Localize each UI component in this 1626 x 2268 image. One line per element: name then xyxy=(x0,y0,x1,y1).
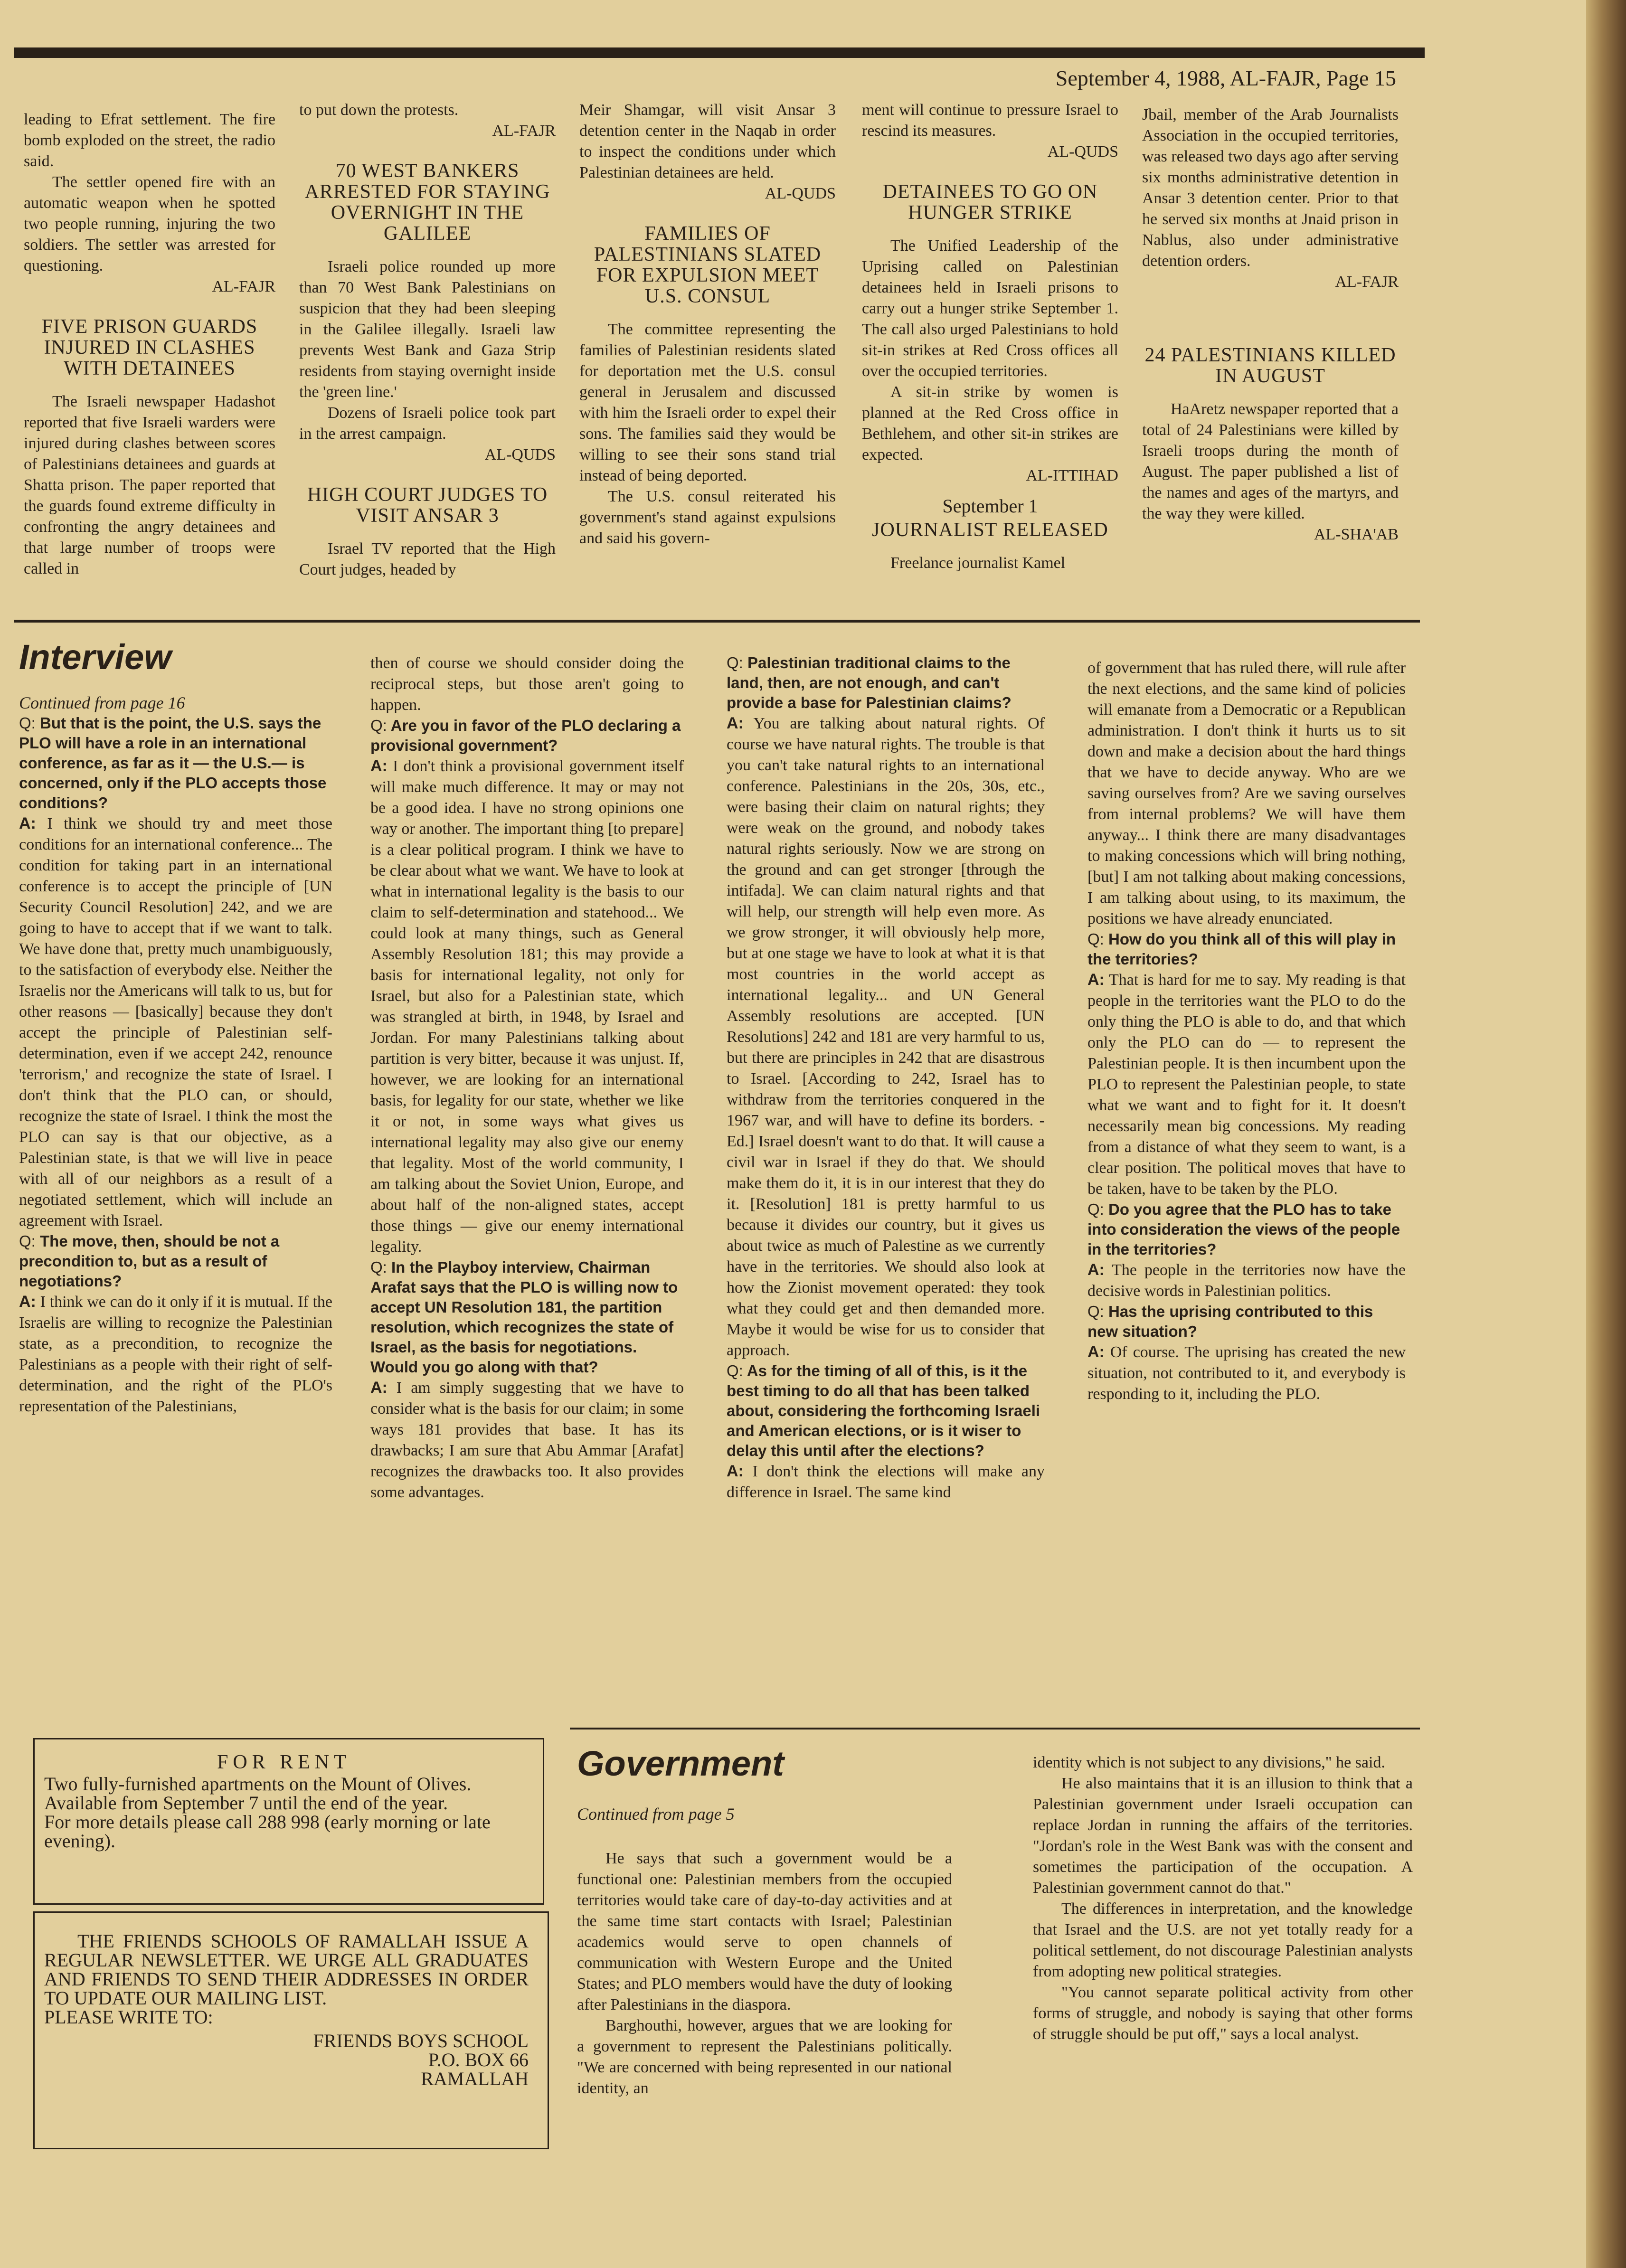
interview-question xyxy=(19,1231,332,1291)
paragraph: Israel TV reported that the High Court judges, headed by xyxy=(299,540,556,578)
news-column-1 xyxy=(24,109,275,579)
section-title: Interview xyxy=(19,637,171,677)
headline: 70 WEST BANKERS ARRESTED FOR STAYING OVERNIGHT IN THE GALILEE xyxy=(304,160,550,245)
source-credit: AL-ITTIHAD xyxy=(1026,467,1118,484)
interview-question xyxy=(1087,929,1406,969)
interview-question xyxy=(370,1257,684,1377)
masthead-rule xyxy=(14,47,1425,58)
paragraph: The Israeli newspaper Hadashot reported that five Israeli warders were injured during clashes between scores of Palestinians detainees and guards at Shatta prison. The paper reported that the guards found extreme difficulty in confronting the angry detainees and that large number of troops were called in xyxy=(24,393,275,577)
text: I am simply suggesting that we have to consider what is the basis for our claim; in some ways 181 provides that base. It has its drawbacks; I am sure that Abu Ammar [Arafat] recognizes the drawbacks too. It also provides some advantages. xyxy=(370,1379,684,1501)
paragraph: to put down the protests. xyxy=(299,101,459,119)
paragraph: The U.S. consul reiterated his government's stand against expulsions and said his govern- xyxy=(579,488,836,547)
text: As for the timing of all of this, is it the best timing to do all that has been talked about, considering the forthcoming Israeli and American elections, or is it wiser to delay this until after the elections? xyxy=(727,1362,1040,1459)
section-divider xyxy=(14,620,1420,623)
paragraph: The differences in interpretation, and the knowledge that Israel and the U.S. are not yet totally ready for a political settlement, do not discourage Palestinian analysts from adopting new political strategies. xyxy=(1033,1900,1413,1980)
ad-line: Two fully-furnished apartments on the Mount of Olives. xyxy=(44,1773,472,1795)
text: The move, then, should be not a precondition to, but as a result of negotiations? xyxy=(19,1232,280,1290)
question-marker: Q: xyxy=(1087,1200,1104,1218)
news-column-5 xyxy=(1142,104,1399,545)
paragraph: ment will continue to pressure Israel to rescind its measures. xyxy=(862,101,1118,140)
source-credit: AL-QUDS xyxy=(1047,143,1118,161)
interview-answer xyxy=(727,713,1045,1361)
interview-question xyxy=(19,713,332,813)
continued-note: Continued from page 5 xyxy=(577,1805,735,1824)
answer-marker: A: xyxy=(1087,971,1105,989)
address-line: RAMALLAH xyxy=(421,2068,529,2089)
headline: DETAINEES TO GO ON HUNGER STRIKE xyxy=(882,181,1098,224)
continued-note: Continued from page 16 xyxy=(19,693,185,712)
text: That is hard for me to say. My reading is that people in the territories want the PLO to do the only thing the PLO is able to do, and that which only the PLO can do — to represent the Palestinian people. It is then incumbent upon the PLO to represent the Palestinian people, to state what we want and to fight for it. It doesn't necessarily mean big concessions. My reading from a distance of what they seem to want, is a clear position. The political moves that have to be taken, have to be taken by the PLO. xyxy=(1087,971,1406,1198)
paragraph: Freelance journalist Kamel xyxy=(890,554,1066,572)
for-rent-ad xyxy=(33,1738,544,1905)
qa-stream xyxy=(1087,658,1406,1405)
paragraph xyxy=(370,653,684,716)
paragraph: A sit-in strike by women is planned at the Red Cross office in Bethlehem, and other sit-in strikes are expected. xyxy=(862,383,1118,463)
source-credit: AL-FAJR xyxy=(1335,273,1399,291)
source-credit: AL-SHA'AB xyxy=(1314,526,1399,543)
qa-stream xyxy=(19,713,332,1417)
paragraph: He says that such a government would be a functional one: Palestinian members from the occupied territories would take care of day-to-day activities and at the same time start contacts with Israel; Palestinian academics would serve to open channels of communication with Western Europe and the United States; and PLO members would have the duty of looking after Palestinians in the diaspora. xyxy=(577,1850,952,2013)
paragraph xyxy=(1087,658,1406,929)
text: I don't think a provisional government itself will make much difference. It may or may not be a good idea. I have no strong opinions one way or another. The important thing [to prepare] is a clear political program. I think we have to be clear about what we want. We have to look at what in international legality is the basis to our claim to self-determination and statehood... We could look at many things, such as General Assembly Resolution 181; this may provide a basis for international legality, not only for Israel, but also for a Palestinian state, which was strangled at birth, in 1948, by Israel and Jordan. For many Palestinians talking about partition is very bitter, because it was unjust. If, however, we are looking for an international basis, for legality for our state, whether we like it or not, in some ways what gives us international legality may also give our enemy that legality. Most of the world community, I am talking about the Soviet Union, Europe, and about half of the non-aligned states, accept those things — give our enemy international legality. xyxy=(370,757,684,1256)
dateline: September 1 xyxy=(942,495,1038,517)
text: Do you agree that the PLO has to take into consideration the views of the people in the territories? xyxy=(1087,1200,1400,1258)
text: I think we can do it only if it is mutual. If the Israelis are willing to recognize the Palestinian state, as a precondition, to recognize the Palestinians as a people with their right of self-determination, and the right of the PLO's representation of the Palestinians, xyxy=(19,1293,332,1415)
government-column-2 xyxy=(1033,1752,1413,2045)
headline: JOURNALIST RELEASED xyxy=(872,519,1108,541)
question-marker: Q: xyxy=(370,717,387,734)
answer-marker: A: xyxy=(19,1293,36,1311)
section-divider xyxy=(570,1728,1420,1729)
source-credit: AL-FAJR xyxy=(212,278,275,295)
paragraph: Meir Shamgar, will visit Ansar 3 detention center in the Naqab in order to inspect the conditions under which Palestinian detainees are held. xyxy=(579,101,836,181)
interview-question xyxy=(727,653,1045,713)
answer-marker: A: xyxy=(1087,1343,1105,1361)
answer-marker: A: xyxy=(1087,1261,1105,1279)
news-column-2 xyxy=(299,100,556,580)
question-marker: Q: xyxy=(1087,1303,1104,1320)
qa-stream xyxy=(727,653,1045,1503)
interview-column-4 xyxy=(1087,658,1406,1405)
headline: FAMILIES OF PALESTINIANS SLATED FOR EXPULSION MEET U.S. CONSUL xyxy=(594,223,822,307)
news-column-4 xyxy=(862,100,1118,574)
interview-answer xyxy=(19,1291,332,1417)
ad-line: Available from September 7 until the end of the year. xyxy=(44,1792,448,1814)
text: In the Playboy interview, Chairman Arafat says that the PLO is willing now to accept UN Resolution 181, the partition resolution, which recognizes the state of Israel, as the basis for negotiations. Would you go along with that? xyxy=(370,1258,678,1376)
headline: FIVE PRISON GUARDS INJURED IN CLASHES WITH DETAINEES xyxy=(41,316,258,379)
answer-marker: A: xyxy=(370,1379,388,1397)
address-line: FRIENDS BOYS SCHOOL xyxy=(313,2030,529,2051)
ad-line: For more details please call 288 998 (early morning or late evening). xyxy=(44,1811,491,1852)
headline: 24 PALESTINIANS KILLED IN AUGUST xyxy=(1144,344,1396,387)
interview-answer xyxy=(19,813,332,1231)
answer-marker: A: xyxy=(370,757,388,775)
interview-column-2 xyxy=(370,653,684,1503)
interview-answer xyxy=(1087,969,1406,1200)
text: You are talking about natural rights. Of course we have natural rights. The trouble is that you can't take natural rights to an international conference. Palestinians in the 20s, 30s, etc., were basing their claim on natural rights; they were weak on the ground, and nobody takes natural rights seriously. Now we are strong on the ground and can get stronger [through the intifada]. We can claim natural rights and that will help, our strength will help even more. As we grow stronger, it will obviously help more, but at one stage we have to look at what it is that most countries in the world accept as international legality... and UN General Assembly resolutions are accepted. [UN Resolutions] 242 and 181 are very harmful to us, but there are principles in 242 that are disastrous to Israel. [According to 242, Israel has to withdraw from the territories conquered in the 1967 war, and will have to define its borders. -Ed.] Israel doesn't want to do that. It will cause a civil war in Israel if they do that. We should make them do it, it is in our interest that they do it. [Resolution] 181 is pretty harmful to us because it divides our country, but it gives us about twice as much of Palestine as we currently have in the territories. We should also look at how the Zionist movement operated: they took what they could get and then demanded more. Maybe it would be wise for us to consider that approach. xyxy=(727,715,1045,1359)
paragraph: HaAretz newspaper reported that a total of 24 Palestinians were killed by Israeli troops during the month of August. The paper published a list of the names and ages of the martyrs, and the way they were killed. xyxy=(1142,400,1399,522)
answer-marker: A: xyxy=(727,1462,744,1480)
news-column-3 xyxy=(579,100,836,549)
source-credit: AL-QUDS xyxy=(484,446,556,463)
section-title: Government xyxy=(577,1744,784,1783)
text: The people in the territories now have the decisive words in Palestinian politics. xyxy=(1087,1261,1406,1300)
question-marker: Q: xyxy=(727,654,743,671)
paragraph: identity which is not subject to any divisions," he said. xyxy=(1033,1754,1385,1771)
paragraph: leading to Efrat settlement. The fire bomb exploded on the street, the radio said. xyxy=(24,111,275,170)
ad-title: FOR RENT xyxy=(217,1751,351,1773)
government-column-1 xyxy=(577,1743,952,2099)
text: But that is the point, the U.S. says the PLO will have a role in an international conference, as far as it — the U.S.— is concerned, only if the PLO accepts those conditions? xyxy=(19,714,327,812)
paragraph: The settler opened fire with an automatic weapon when he spotted two people running, injuring the two soldiers. The settler was arrested for questioning. xyxy=(24,173,275,274)
text: of government that has ruled there, will rule after the next elections, and the same kind of policies will emanate from a Democratic or a Republican administration. I don't think it hurts us to sit down and make a decision about the hard things that we have to decide anyway. Who are we saving ourselves from? Are we saving ourselves from internal problems? We will have them anyway... I think there are many disadvantages to making concessions which will bring nothing, [but] I am not talking about making concessions, I am talking about using, to its maximum, the positions we have already enunciated. xyxy=(1087,659,1406,927)
question-marker: Q: xyxy=(19,1232,36,1250)
paragraph: "You cannot separate political activity from other forms of struggle, and nobody is saying that other forms of struggle should be put off," says a local analyst. xyxy=(1033,1984,1413,2043)
interview-question xyxy=(370,716,684,756)
notice-line: PLEASE WRITE TO: xyxy=(44,2006,213,2028)
paragraph: Dozens of Israeli police took part in the arrest campaign. xyxy=(299,404,556,443)
page-folio: September 4, 1988, AL-FAJR, Page 15 xyxy=(1055,66,1396,90)
interview-question xyxy=(727,1361,1045,1461)
interview-answer xyxy=(370,1377,684,1503)
friends-schools-notice xyxy=(33,1911,549,2149)
answer-marker: A: xyxy=(19,814,36,832)
answer-marker: A: xyxy=(727,714,744,732)
source-credit: AL-FAJR xyxy=(492,122,556,140)
paragraph: He also maintains that it is an illusion to think that a Palestinian government under Israeli occupation can replace Jordan in running the affairs of the territories. "Jordan's role in the West Bank was with the consent and sometimes the participation of the occupation. A Palestinian government cannot do that." xyxy=(1033,1775,1413,1897)
paragraph: Barghouthi, however, argues that we are looking for a government to represent the Palestinians politically. "We are concerned with being represented in our national identity, an xyxy=(577,2017,952,2097)
question-marker: Q: xyxy=(19,714,36,732)
text: Palestinian traditional claims to the land, then, are not enough, and can't provide a base for Palestinian claims? xyxy=(727,654,1012,711)
source-credit: AL-QUDS xyxy=(765,185,836,202)
question-marker: Q: xyxy=(727,1362,743,1380)
paragraph: The Unified Leadership of the Uprising called on Palestinian detainees held in Israeli prisons to carry out a hunger strike September 1. The call also urged Palestinians to hold sit-in strikes at Red Cross offices all over the occupied territories. xyxy=(862,237,1118,380)
interview-question xyxy=(1087,1200,1406,1259)
interview-column-1 xyxy=(19,636,332,1417)
headline: HIGH COURT JUDGES TO VISIT ANSAR 3 xyxy=(307,484,548,527)
question-marker: Q: xyxy=(370,1258,387,1276)
interview-question xyxy=(1087,1302,1406,1342)
text: I don't think the elections will make any difference in Israel. The same kind xyxy=(727,1463,1045,1501)
text: Of course. The uprising has created the new situation, not contributed to it, and everybody is responding to it, including the PLO. xyxy=(1087,1343,1406,1403)
qa-stream xyxy=(370,653,684,1503)
notice-body: THE FRIENDS SCHOOLS OF RAMALLAH ISSUE A REGULAR NEWSLETTER. WE URGE ALL GRADUATES AND FRIENDS TO SEND THEIR ADDRESSES IN ORDER TO UPDATE OUR MAILING LIST. xyxy=(44,1930,529,2009)
interview-answer xyxy=(370,756,684,1257)
book-binding-edge xyxy=(1586,0,1626,2268)
interview-column-3 xyxy=(727,653,1045,1503)
address-line: P.O. BOX 66 xyxy=(428,2049,529,2070)
paragraph: The committee representing the families of Palestinian residents slated for deportation met the U.S. consul general in Jerusalem and discussed with him the Israeli order to expel their sons. The families said they would be willing to see their sons stand trial instead of being deported. xyxy=(579,321,836,484)
text: Are you in favor of the PLO declaring a provisional government? xyxy=(370,717,681,754)
paragraph: Jbail, member of the Arab Journalists Association in the occupied territories, was released two days ago after serving six months administrative detention in Ansar 3 detention center. Prior to that he served six months at Jnaid prison in Nablus, also under administrative detention orders. xyxy=(1142,106,1399,270)
interview-answer xyxy=(1087,1342,1406,1405)
text: I think we should try and meet those conditions for an international conference... The condition for taking part in an international conference is to accept the principle of [UN Security Council Resolution] 242, and we are going to have to accept that if we want to talk. We have done that, pretty much unambiguously, to the satisfaction of everybody else. Neither the Israelis nor the Americans will talk to us, but for other reasons — [basically] because they don't accept the principle of Palestinian self-determination, even if we accept 242, renounce 'terrorism,' and recognize the state of Israel. I don't think that the PLO can, or should, recognize the state of Israel. I think the most the PLO can say is that our objective, as a Palestinian state, is that we will live in peace with all of our neighbors as a result of a negotiated settlement, which will include an agreement with Israel. xyxy=(19,815,332,1229)
interview-answer xyxy=(1087,1259,1406,1302)
text: How do you think all of this will play in the territories? xyxy=(1087,930,1396,968)
text: then of course we should consider doing the reciprocal steps, but those aren't going to happen. xyxy=(370,654,684,714)
question-marker: Q: xyxy=(1087,930,1104,948)
text: Has the uprising contributed to this new situation? xyxy=(1087,1303,1373,1340)
paragraph: Israeli police rounded up more than 70 West Bank Palestinians on suspicion that they had been sleeping in the Galilee illegally. Israeli law prevents West Bank and Gaza Strip residents from staying overnight inside the 'green line.' xyxy=(299,258,556,401)
interview-answer xyxy=(727,1461,1045,1503)
